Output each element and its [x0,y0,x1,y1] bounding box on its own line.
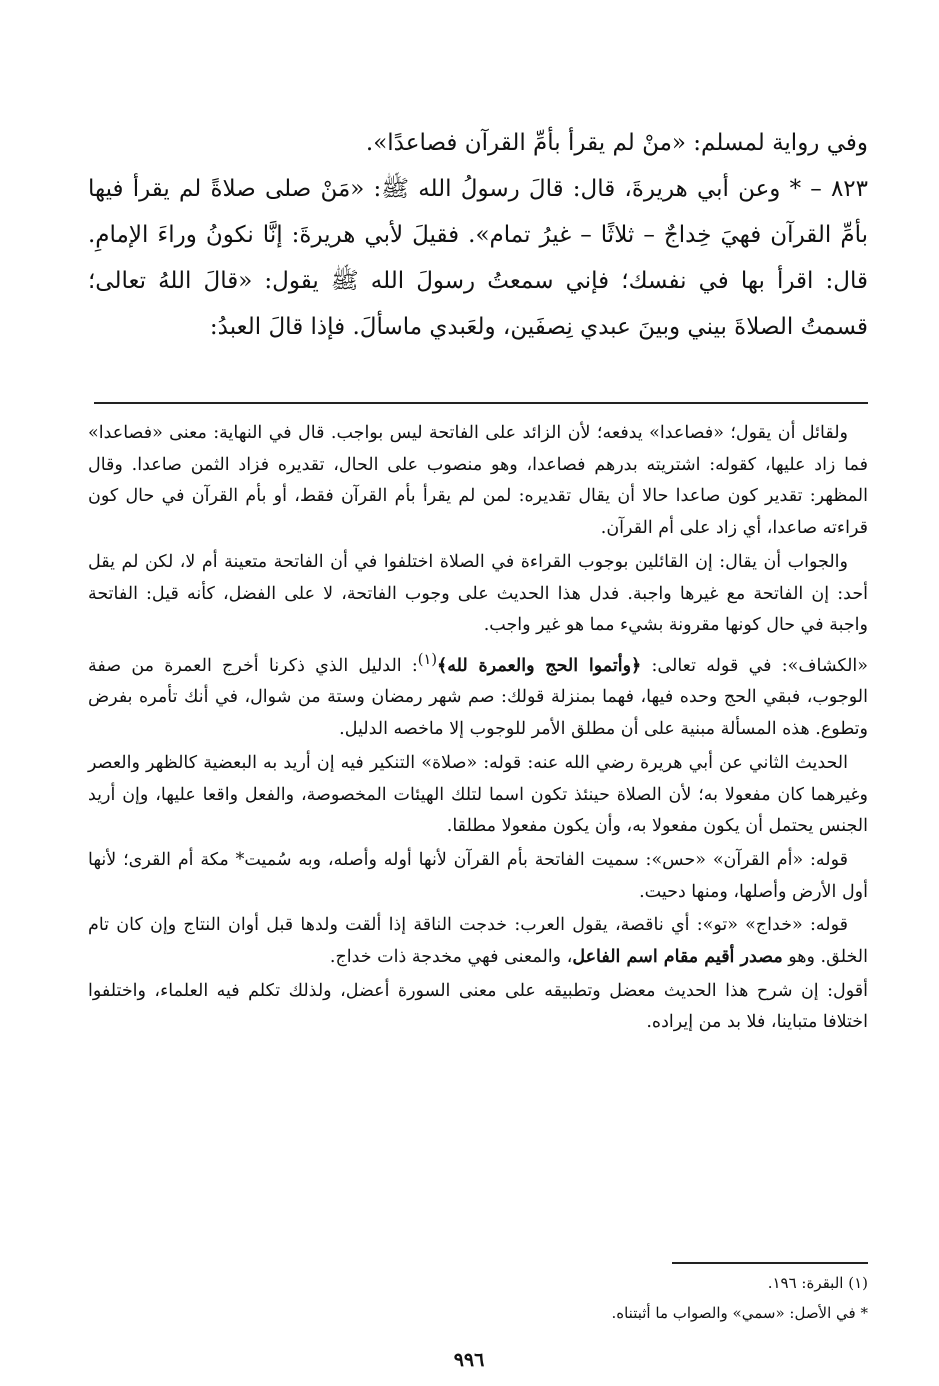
commentary-block [88,418,868,1041]
commentary-paragraph: والجواب أن يقال: إن القائلين بوجوب القراءة في الصلاة اختلفوا في أن الفاتحة متعينة أم لا، لكن لم يقل أحد: إن الفاتحة مع غيرها واجبة. فدل هذا الحديث على وجوب الفاتحة، لا على الفضل، كأنه قيل: الفاتحة واجبة في حال كونها مقرونة بشيء مما هو غير واجب. [88,551,868,636]
commentary-paragraph: قوله: «أم القرآن» «حس»: سميت الفاتحة بأم القرآن لأنها أوله وأصله، وبه سُميت* مكة أم القرى؛ لأنها أول الأرض وأصلها، ومنها دحيت. [88,849,868,902]
separator-rule [94,402,868,404]
commentary-paragraph: الحديث الثاني عن أبي هريرة رضي الله عنه: قوله: «صلاة» التنكير فيه إن أريد به البعضية كالظهر والعصر وغيرهما كان مفعولا به؛ لأن الصلاة حينئذ تكون اسما لتلك الهيئات المخصوصة، والفعل واقعا عليها، وإن أريد الجنس يحتمل أن يكون مفعولا به، وأن يكون مفعولا مطلقا. [88,752,868,837]
footnote-ref-1: (١) [417,650,437,668]
khidaj-bold-phrase: مصدر أقيم مقام اسم الفاعل [572,947,783,968]
kashshaf-rest: : الدليل الذي ذكرنا أخرج العمرة من صفة الوجوب، فبقي الحج وحده فيها، فهما بمنزلة قولك: صم شهر رمضان وستة من شوال، في أنك تأمره بفرض وتطوع. هذه المسألة مبنية على أن مطلق الأمر للوجوب إلا ماخصه الدليل. [88,655,868,740]
muslim-narration-line: وفي رواية لمسلم: «منْ لم يقرأ بأمِّ القرآن فصاعدًا». [365,130,868,156]
kashshaf-lead: «الكشاف»: في قوله تعالى: [641,655,868,676]
main-text-block [88,120,868,350]
hadith-823-text: ٨٢٣ – * وعن أبي هريرةَ، قال: قالَ رسولُ الله ﷺ: «مَنْ صلى صلاةً لم يقرأ فيها بأمِّ القرآن فهيَ خِداجٌ – ثلاثًا – غيرُ تمام». فقيلَ لأبي هريرةَ: إنَّا نكونُ وراءَ الإمامِ. قال: اقرأ بها في نفسك؛ فإني سمعتُ رسولَ الله ﷺ يقول: «قالَ اللهُ تعالى؛ قسمتُ الصلاةَ بيني وبينَ عبدي نِصفَين، ولعَبدي ماسألَ. فإذا قالَ العبدُ: [88,176,868,340]
commentary-paragraph [88,644,868,746]
commentary-paragraph: ولقائل أن يقول؛ «فصاعدا» يدفعه؛ لأن الزائد على الفاتحة ليس بواجب. قال في النهاية: معنى «فصاعدا» فما زاد عليها، كقوله: اشتريته بدرهم فصاعدا، وهو منصوب على الحال، تقديره فزاد الثمن صاعدا. وقال المظهر: تقدير كون صاعدا حالا أن يقال تقديره: لمن لم يقرأ بأم القرآن فقط، أو بأم القرآن في حال كون قراءته صاعدا، أي زاد على أم القرآن. [88,423,868,539]
footnote-rule [672,1262,868,1264]
footnote-star: * في الأصل: «سمي» والصواب ما أثبتناه. [611,1304,868,1322]
khidaj-lead: قوله: «خداج» «تو»: أي ناقصة، يقول العرب: خدجت الناقة إذا ألقت ولدها قبل أوان النتاج وإن كان تام الخلق. وهو [88,915,868,968]
page-number: ٩٩٦ [453,1349,485,1371]
footnote-1: (١) البقرة: ١٩٦. [767,1274,868,1292]
quran-quote: ﴿وأتموا الحج والعمرة لله﴾ [437,655,642,676]
commentary-paragraph: أقول: إن شرح هذا الحديث معضل وتطبيقه على معنى السورة أعضل، ولذلك تكلم فيه العلماء، واختلفوا اختلافا متباينا، فلا بد من إيراده. [88,980,868,1033]
khidaj-rest: ، والمعنى فهي مخدجة ذات خداج. [329,947,573,968]
commentary-paragraph [88,910,868,973]
footnotes-block [400,1268,868,1328]
